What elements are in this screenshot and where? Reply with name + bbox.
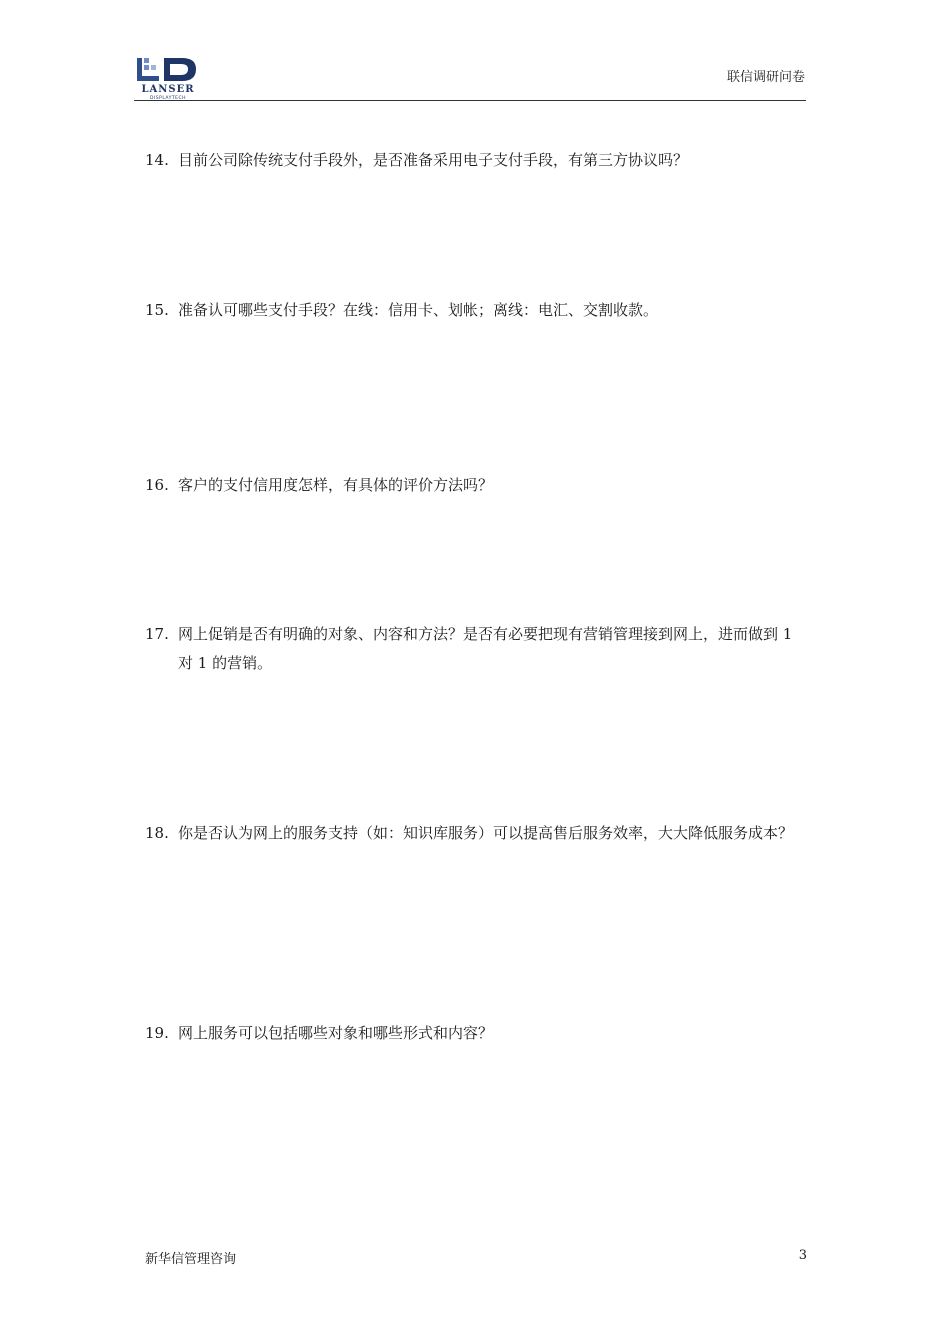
question-number: 19. (145, 1024, 169, 1042)
footer-company: 新华信管理咨询 (145, 1252, 237, 1267)
question-number: 15. (145, 301, 169, 319)
header-divider (134, 100, 806, 101)
logo-wordmark: LANSER (141, 84, 195, 95)
question-text: 你是否认为网上的服务支持（如：知识库服务）可以提高售后服务效率，大大降低服务成本？ (178, 824, 794, 842)
question-18 (145, 819, 807, 848)
question-number: 14. (145, 151, 169, 169)
question-14 (145, 146, 807, 175)
question-number: 18. (145, 824, 169, 842)
question-text: 网上服务可以包括哪些对象和哪些形式和内容？ (178, 1024, 494, 1042)
question-number: 16. (145, 476, 169, 494)
question-19 (145, 1019, 807, 1048)
lanser-logo (134, 54, 202, 100)
page-number: 3 (798, 1248, 807, 1263)
question-number: 17. (145, 625, 169, 643)
question-text: 准备认可哪些支付手段？在线：信用卡、划帐；离线：电汇、交割收款。 (178, 301, 659, 319)
question-text: 目前公司除传统支付手段外，是否准备采用电子支付手段，有第三方协议吗？ (178, 151, 689, 169)
question-15 (145, 296, 807, 325)
document-header-title: 联信调研问卷 (726, 70, 805, 85)
logo-subtext: DISPLAYTECH (149, 96, 187, 100)
question-17 (145, 620, 807, 678)
question-text: 客户的支付信用度怎样，有具体的评价方法吗？ (178, 476, 494, 494)
question-16 (145, 471, 807, 500)
question-text: 网上促销是否有明确的对象、内容和方法？是否有必要把现有营销管理接到网上，进而做到 1 对 1 的营销。 (178, 625, 793, 672)
